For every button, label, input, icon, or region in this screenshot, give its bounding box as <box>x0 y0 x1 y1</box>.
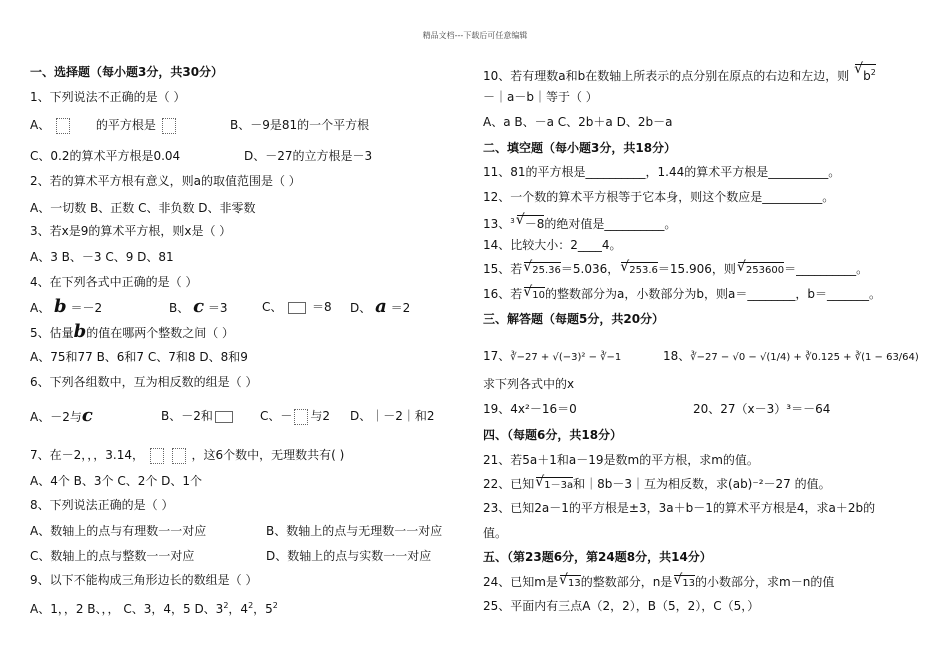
q4-option-d-label: D、 <box>350 301 372 315</box>
q4-option-b-label: B、 <box>169 301 190 315</box>
question-3: 3、若x是9的算术平方根，则x是（ ） <box>30 224 232 238</box>
question-3-options: A、3 B、－3 C、9 D、81 <box>30 250 174 264</box>
question-10-line-2: －｜a－b｜等于（ ） <box>483 90 598 104</box>
q13-prefix: 13、 <box>483 217 511 231</box>
q1-option-d: D、－27的立方根是－3 <box>244 149 373 163</box>
fraction-image-placeholder <box>162 118 176 134</box>
question-23-line-1: 23、已知2a－1的平方根是±3，3a＋b－1的算术平方根是4，求a＋2b的 <box>483 501 876 515</box>
question-1-options-ab <box>30 117 370 134</box>
section-4-title: 四、（每题6分，共18分） <box>483 428 623 442</box>
q15-sqrt-3 <box>738 262 784 279</box>
question-8: 8、下列说法正确的是（ ） <box>30 498 174 512</box>
q18-label: 18、 <box>663 349 691 363</box>
q15-value-2: ＝15.906，则 <box>657 262 736 276</box>
q4-option-c-label: C、 <box>262 300 283 314</box>
question-21: 21、若5a＋1和a－19是数m的平方根，求m的值。 <box>483 453 759 467</box>
radical-image-placeholder <box>288 302 306 314</box>
q16-radicand: 10 <box>532 290 546 301</box>
q8-option-d: D、数轴上的点与实数一一对应 <box>266 549 432 563</box>
q4-option-b-value: ＝3 <box>207 301 228 315</box>
question-16 <box>483 286 881 304</box>
question-15 <box>483 261 868 279</box>
q7-suffix: ，这6个数中，无理数共有( ) <box>191 448 345 462</box>
q1-option-b: B、－9是81的一个平方根 <box>230 118 370 132</box>
q9-d-exponent-3: 2 <box>272 601 278 610</box>
fraction-image-placeholder <box>294 409 308 425</box>
q8-option-b: B、数轴上的点与无理数一一对应 <box>266 524 443 538</box>
q4-option-b-glyph: c <box>193 296 205 317</box>
question-20: 20、27（x－3）³＝－64 <box>693 402 831 416</box>
question-7-options: A、4个 B、3个 C、2个 D、1个 <box>30 474 203 488</box>
q13-sqrt <box>517 215 545 232</box>
q1-option-a-label: A、 <box>30 118 51 132</box>
q6-option-a-label: A、－2与 <box>30 410 82 424</box>
q9-d-value-3: ，5 <box>253 602 273 616</box>
q1-option-a-text: 的平方根是 <box>95 118 156 132</box>
q10-radicand: b <box>863 69 871 83</box>
q5-glyph: b <box>73 321 87 342</box>
q4-option-a-glyph: b <box>54 296 67 317</box>
q22-sqrt <box>536 477 573 494</box>
q18-expression: ∛−27 − √0 − √(1/4) + ∛0.125 + ∛(1 − 63/64) <box>690 352 919 363</box>
q24-sqrt-2 <box>674 575 695 592</box>
question-5-options: A、75和77 B、6和7 C、7和8 D、8和9 <box>30 350 248 364</box>
q9-d-value-2: ，4 <box>228 602 249 616</box>
q17-label: 17、 <box>483 349 511 363</box>
q8-option-c: C、数轴上的点与整数一一对应 <box>30 549 195 563</box>
question-4: 4、在下列各式中正确的是（ ） <box>30 275 198 289</box>
q16-sqrt <box>524 287 545 304</box>
section-5-title: 五、（第23题6分，第24题8分，共14分） <box>483 550 712 564</box>
section-1-title: 一、选择题（每小题3分，共30分） <box>30 65 224 79</box>
question-10-line-1 <box>483 64 876 84</box>
question-5 <box>30 321 235 342</box>
question-19: 19、4x²－16＝0 <box>483 402 577 416</box>
q4-option-a-value: ＝－2 <box>70 301 103 315</box>
q24-suffix: 的小数部分，求m－n的值 <box>695 575 835 589</box>
question-12: 12、一个数的算术平方根等于它本身，则这个数应是__________。 <box>483 190 835 204</box>
question-10-options: A、a B、－a C、2b＋a D、2b－a <box>483 115 673 129</box>
q5-prefix: 5、估量 <box>30 326 74 340</box>
q4-option-d-value: ＝2 <box>390 301 411 315</box>
q15-value-1: ＝5.036， <box>560 262 620 276</box>
question-18 <box>663 348 919 366</box>
q6-option-b: B、－2和 <box>161 409 213 423</box>
q22-prefix: 22、已知 <box>483 477 535 491</box>
q5-suffix: 的值在哪两个整数之间（ ） <box>86 326 235 340</box>
section-2-title: 二、填空题（每小题3分，共18分） <box>483 141 677 155</box>
question-2: 2、若的算术平方根有意义，则a的取值范围是（ ） <box>30 174 301 188</box>
q9-options-text: A、1，，2 B、，， C、3，4，5 D、3 <box>30 602 224 616</box>
question-25: 25、平面内有三点A（2，2），B（5，2），C（5，） <box>483 599 760 613</box>
fraction-image-placeholder <box>150 448 164 464</box>
q4-option-c-value: ＝8 <box>312 300 332 314</box>
question-6: 6、下列各组数中，互为相反数的组是（ ） <box>30 375 258 389</box>
radical-image-placeholder <box>172 448 186 464</box>
q10-text: 10、若有理数a和b在数轴上所表示的点分别在原点的右边和左边，则 <box>483 69 850 83</box>
q6-option-a-glyph: c <box>81 405 93 426</box>
q13-radicand: －8 <box>524 217 545 231</box>
question-intro: 求下列各式中的x <box>483 377 575 391</box>
question-9-options <box>30 598 278 617</box>
q24-prefix: 24、已知m是 <box>483 575 558 589</box>
question-22 <box>483 476 831 494</box>
fraction-image-placeholder <box>56 118 70 134</box>
question-6-options <box>30 405 435 426</box>
question-9: 9、以下不能构成三角形边长的数组是（ ） <box>30 573 258 587</box>
q15-radicand-1: 25.36 <box>532 265 561 276</box>
question-4-options <box>30 296 411 317</box>
q13-suffix: 的绝对值是__________。 <box>544 217 677 231</box>
question-24 <box>483 574 834 592</box>
q6-option-c-label: C、－ <box>260 409 293 423</box>
q15-sqrt-1 <box>524 262 561 279</box>
q10-exponent: 2 <box>870 68 876 77</box>
q22-radicand: 1－3a <box>544 480 574 491</box>
q24-radicand-2: 13 <box>682 578 696 589</box>
q15-prefix: 15、若 <box>483 262 523 276</box>
q15-suffix: ＝__________。 <box>784 262 869 276</box>
q22-suffix: 和｜8b－3｜互为相反数，求(ab)⁻²－27 的值。 <box>573 477 831 491</box>
question-2-options: A、一切数 B、正数 C、非负数 D、非零数 <box>30 201 256 215</box>
q16-prefix: 16、若 <box>483 287 523 301</box>
page-header: 精品文档---下载后可任意编辑 <box>422 31 528 40</box>
q10-sqrt <box>855 64 876 84</box>
q4-option-a-label: A、 <box>30 301 51 315</box>
q16-suffix: 的整数部分为a，小数部分为b，则a＝________，b＝_______。 <box>545 287 881 301</box>
radical-image-placeholder <box>215 411 233 423</box>
q6-option-d: D、｜－2｜和2 <box>350 409 435 423</box>
question-17 <box>483 348 621 366</box>
q15-sqrt-2 <box>621 262 658 279</box>
q15-radicand-3: 253600 <box>745 265 785 276</box>
question-13 <box>483 213 676 232</box>
question-7 <box>30 447 344 464</box>
q17-expression: ∛−27 + √(−3)² − ∛−1 <box>510 352 622 363</box>
question-11: 11、81的平方根是__________，1.44的算术平方根是__________。 <box>483 165 841 179</box>
question-23-line-2: 值。 <box>483 526 508 540</box>
section-3-title: 三、解答题（每题5分，共20分） <box>483 312 665 326</box>
question-14: 14、比较大小：2____4。 <box>483 238 622 252</box>
q13-root-index: 3 <box>510 217 515 225</box>
q1-option-c: C、0.2的算术平方根是0.04 <box>30 149 181 163</box>
q24-sqrt-1 <box>560 575 581 592</box>
q9-d-exponent-2: 2 <box>248 601 254 610</box>
q7-prefix: 7、在－2，，，3.14， <box>30 448 144 462</box>
q9-d-exponent-1: 2 <box>223 601 229 610</box>
q4-option-d-glyph: a <box>375 296 387 317</box>
q15-radicand-2: 253.6 <box>629 265 658 276</box>
q6-option-c-value: 与2 <box>310 409 331 423</box>
q24-middle: 的整数部分，n是 <box>580 575 673 589</box>
q24-radicand-1: 13 <box>567 578 581 589</box>
q8-option-a: A、数轴上的点与有理数一一对应 <box>30 524 207 538</box>
question-1: 1、下列说法不正确的是（ ） <box>30 90 186 104</box>
